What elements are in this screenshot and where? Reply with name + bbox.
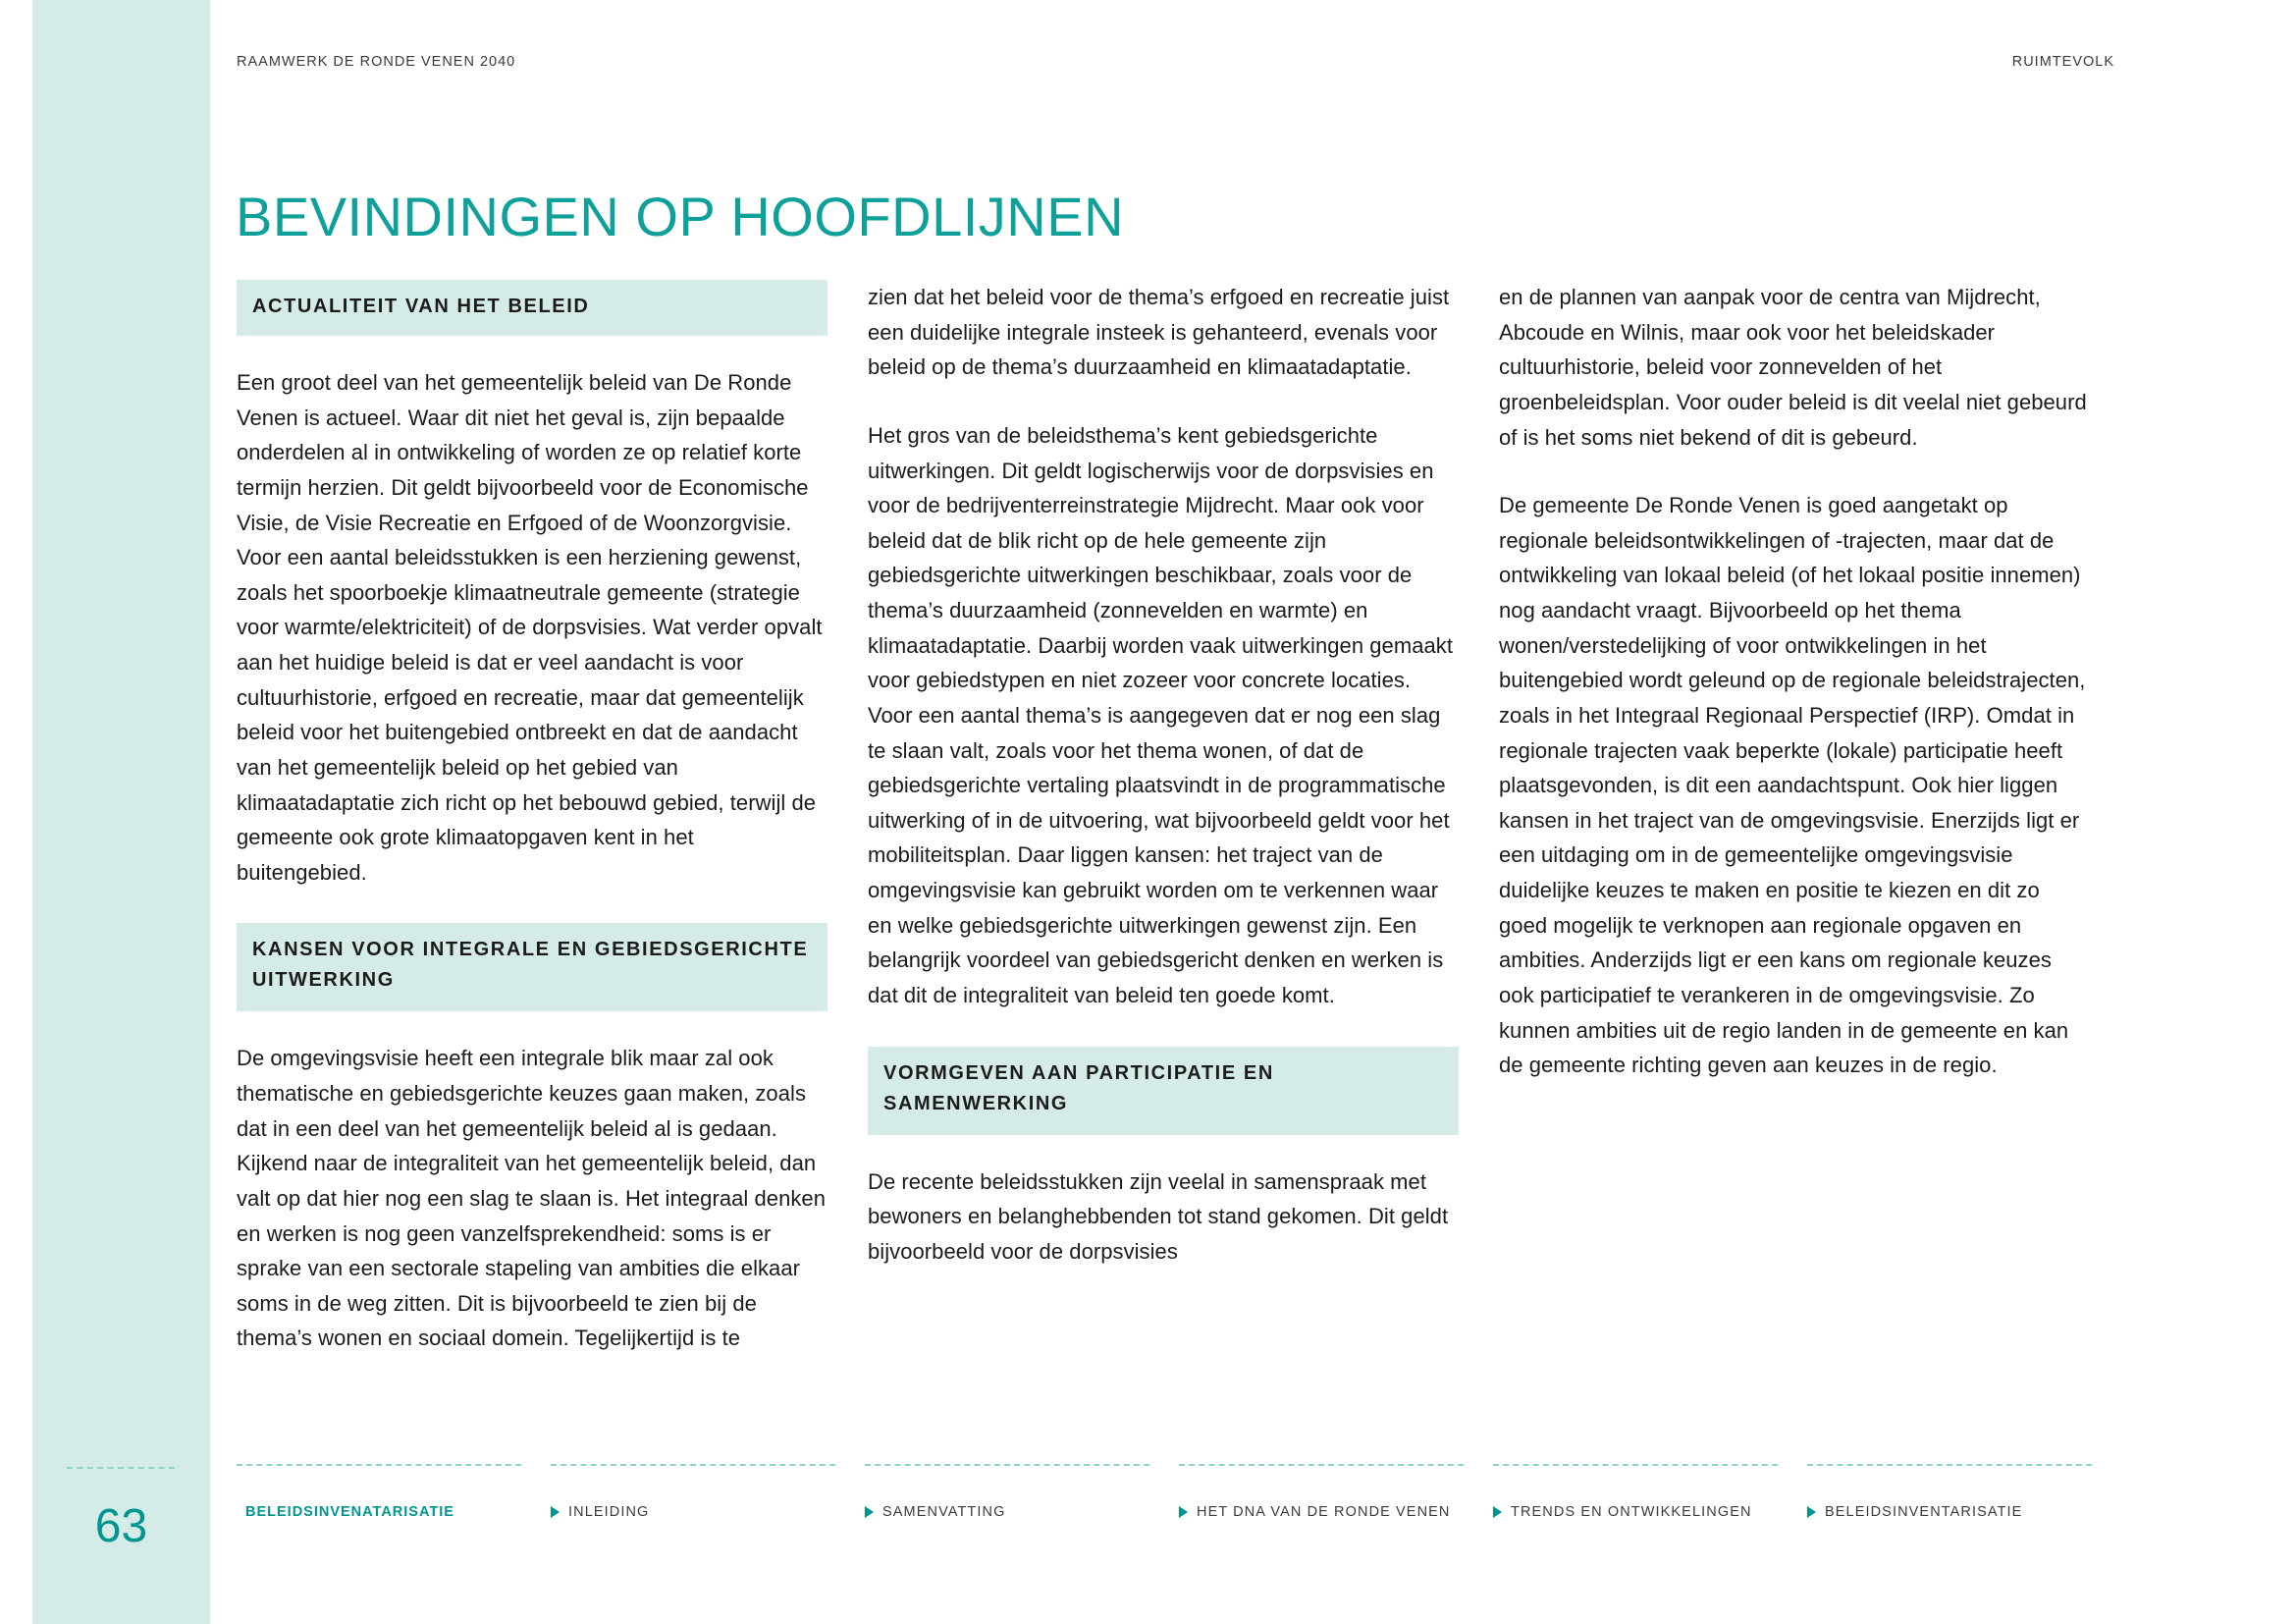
footer-nav-label-row[interactable]: [551, 1504, 835, 1520]
footer-nav-divider: [1807, 1464, 2092, 1466]
footer-nav-item[interactable]: [237, 1464, 521, 1520]
body-paragraph: Het gros van de beleidsthema’s kent gebiedsgerichte uitwerkingen. Dit geldt logischerwijs voor de dorpsvisies en voor de bedrijventerreinstrategie Mijdrecht. Maar ook voor beleid dat de blik richt op de hele gemeente zijn gebiedsgerichte uitwerkingen beschikbaar, zoals voor de thema’s duurzaamheid (zonnevelden en warmte) en klimaatadaptatie. Daarbij worden vaak uitwerkingen gemaakt voor gebiedstypen en niet zozeer voor concrete locaties. Voor een aantal thema’s is aangegeven dat er nog een slag te slaan valt, zoals voor het thema wonen, of dat de gebiedsgerichte vertaling plaatsvindt in de programmatische uitwerking of in de uitvoering, wat bijvoorbeeld geldt voor het mobiliteitsplan. Daar liggen kansen: het traject van de omgevingsvisie kan gebruikt worden om te verkennen waar en welke gebiedsgerichte uitwerkingen gewenst zijn. Een belangrijk voordeel van gebiedsgericht denken en werken is dat dit de integraliteit van beleid ten goede komt.: [868, 422, 1453, 1007]
triangle-right-icon: [1179, 1506, 1188, 1518]
header-publisher: RUIMTEVOLK: [2011, 54, 2114, 70]
text-column: [1499, 280, 2090, 1356]
footer-nav-divider: [551, 1464, 835, 1466]
footer-nav-label: HET DNA VAN DE RONDE VENEN: [1197, 1504, 1451, 1520]
left-decorative-band: [32, 0, 210, 1624]
footer-navigation: [237, 1464, 2114, 1520]
footer-nav-item[interactable]: [1493, 1464, 1778, 1520]
footer-nav-label: INLEIDING: [568, 1504, 650, 1520]
triangle-right-icon: [551, 1506, 560, 1518]
text-column: [237, 280, 828, 1356]
triangle-right-icon: [1807, 1506, 1816, 1518]
page-number-divider: [67, 1467, 175, 1469]
page-number: 63: [94, 1500, 148, 1552]
footer-nav-divider: [865, 1464, 1149, 1466]
body-paragraph: Een groot deel van het gemeentelijk beleid van De Ronde Venen is actueel. Waar dit niet het geval is, zijn bepaalde onderdelen al in ontwikkeling of worden ze op relatief korte termijn herzien. Dit geldt bijvoorbeeld voor de Economische Visie, de Visie Recreatie en Erfgoed of de Woonzorgvisie. Voor een aantal beleidsstukken is een herziening gewenst, zoals het spoorboekje klimaatneutrale gemeente (strategie voor warmte/elektriciteit) of de dorpsvisies. Wat verder opvalt aan het huidige beleid is dat er veel aandacht is voor cultuurhistorie, erfgoed en recreatie, maar dat gemeentelijk beleid voor het buitengebied ontbreekt en dat de aandacht van het gemeentelijk beleid op het gebied van klimaatadaptatie zich richt op het bebouwd gebied, terwijl de gemeente ook grote klimaatopgaven kent in het buitengebied.: [237, 370, 823, 885]
body-paragraph: De omgevingsvisie heeft een integrale blik maar zal ook thematische en gebiedsgerichte keuzes gaan maken, zoals dat in een deel van het gemeentelijk beleid al is gedaan. Kijkend naar de integraliteit van het gemeentelijk beleid, dan valt op dat hier nog een slag te slaan is. Het integraal denken en werken is nog geen vanzelfsprekendheid: soms is er sprake van een sectorale stapeling van ambities die elkaar soms in de weg zitten. Dit is bijvoorbeeld te zien bij de thema’s wonen en sociaal domein. Tegelijkertijd is te: [237, 1046, 826, 1351]
footer-nav-item[interactable]: [1807, 1464, 2092, 1520]
body-paragraph: en de plannen van aanpak voor de centra van Mijdrecht, Abcoude en Wilnis, maar ook voor het beleidskader cultuurhistorie, beleid voor zonnevelden of het groenbeleidsplan. Voor ouder beleid is dit veelal niet gebeurd of is het soms niet bekend of dit is gebeurd.: [1499, 285, 2087, 450]
footer-nav-label-row[interactable]: [1493, 1504, 1778, 1520]
footer-nav-label: BELEIDSINVENTARISATIE: [1825, 1504, 2023, 1520]
footer-nav-divider: [1493, 1464, 1778, 1466]
section-heading: KANSEN VOOR INTEGRALE EN GEBIEDSGERICHTE UITWERKING: [237, 923, 828, 1011]
footer-nav-label: TRENDS EN ONTWIKKELINGEN: [1511, 1504, 1752, 1520]
section-heading: ACTUALITEIT VAN HET BELEID: [237, 280, 828, 336]
footer-nav-item[interactable]: [551, 1464, 835, 1520]
section-heading: VORMGEVEN AAN PARTICIPATIE EN SAMENWERKING: [868, 1047, 1459, 1135]
page-title: BEVINDINGEN OP HOOFDLIJNEN: [236, 185, 1125, 247]
footer-nav-item[interactable]: [1179, 1464, 1464, 1520]
body-paragraph: De recente beleidsstukken zijn veelal in samenspraak met bewoners en belanghebbenden tot stand gekomen. Dit geldt bijvoorbeeld voor de dorpsvisies: [868, 1168, 1449, 1264]
page-header: [237, 54, 2114, 70]
body-paragraph: De gemeente De Ronde Venen is goed aangetakt op regionale beleidsontwikkelingen of -trajecten, maar dat de ontwikkeling van lokaal beleid (of het lokaal positie innemen) nog aandacht vraagt. Bijvoorbeeld op het thema wonen/verstedelijking of voor ontwikkelingen in het buitengebied wordt geleund op de regionale beleidstrajecten, zoals in het Integraal Regionaal Perspectief (IRP). Omdat in regionale trajecten vaak beperkte (lokale) participatie heeft plaatsgevonden, is dit een aandachtspunt. Ook hier liggen kansen in het traject van de omgevingsvisie. Enerzijds ligt er een uitdaging om in de gemeentelijke omgevingsvisie duidelijke keuzes te maken en positie te kiezen en dit zo goed mogelijk te verknopen aan regionale opgaven en ambities. Anderzijds ligt er een kans om regionale keuzes ook participatief te verankeren in de omgevingsvisie. Zo kunnen ambities uit de regio landen in de gemeente en kan de gemeente richting geven aan keuzes in de regio.: [1499, 493, 2086, 1078]
header-document-title: RAAMWERK DE RONDE VENEN 2040: [237, 54, 516, 70]
footer-nav-label: BELEIDSINVENATARISATIE: [245, 1504, 454, 1520]
footer-nav-label-row[interactable]: [865, 1504, 1149, 1520]
footer-nav-divider: [237, 1464, 521, 1466]
triangle-right-icon: [1493, 1506, 1502, 1518]
footer-nav-label: SAMENVATTING: [882, 1504, 1006, 1520]
triangle-right-icon: [865, 1506, 874, 1518]
footer-nav-divider: [1179, 1464, 1464, 1466]
body-paragraph: zien dat het beleid voor de thema’s erfgoed en recreatie juist een duidelijke integrale insteek is gehanteerd, evenals voor beleid op de thema’s duurzaamheid en klimaatadaptatie.: [868, 285, 1450, 380]
text-column: [868, 280, 1459, 1356]
footer-nav-item[interactable]: [865, 1464, 1149, 1520]
content-columns: [237, 280, 2121, 1356]
footer-nav-label-row[interactable]: [237, 1504, 521, 1520]
footer-nav-label-row[interactable]: [1179, 1504, 1464, 1520]
footer-nav-label-row[interactable]: [1807, 1504, 2092, 1520]
